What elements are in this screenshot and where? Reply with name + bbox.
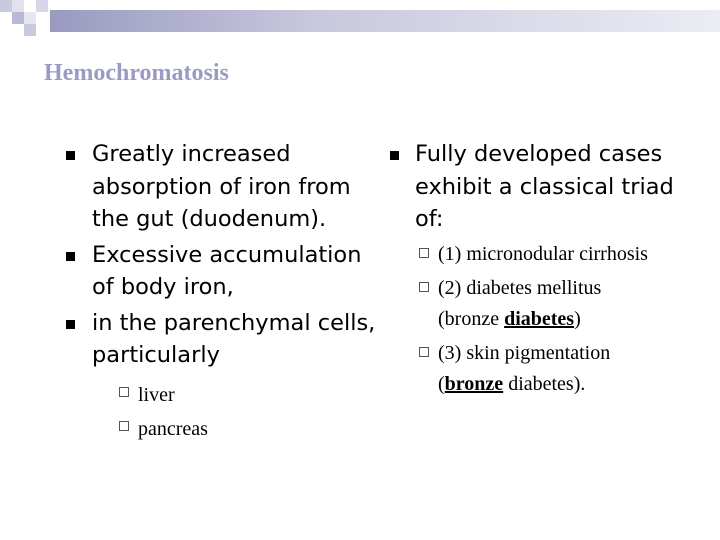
triad-text: (2) diabetes mellitus <box>438 276 602 299</box>
triad-sub-list <box>415 239 710 400</box>
bullet-text-line: Fully developed cases <box>415 141 663 167</box>
triad-text-continuation <box>438 369 710 400</box>
right-column <box>390 138 710 400</box>
list-item <box>415 239 710 270</box>
checkbox-bullet-icon <box>119 387 129 397</box>
checkbox-bullet-icon <box>119 421 129 431</box>
checkbox-bullet-icon <box>419 282 429 292</box>
square-bullet-icon <box>66 252 75 261</box>
decorative-square <box>0 12 12 24</box>
decorative-square <box>12 0 24 12</box>
bullet-text-line: Excessive accumulation <box>92 241 362 268</box>
decorative-square <box>24 0 36 12</box>
decorative-square <box>0 0 12 12</box>
bullet-text-line: Greatly increased <box>92 141 291 167</box>
list-item <box>415 338 710 400</box>
bullet-text-line: of body iron, <box>92 274 234 300</box>
triad-text: (3) skin pigmentation <box>438 341 611 364</box>
decorative-square <box>24 24 36 36</box>
decorative-square <box>36 12 48 24</box>
square-bullet-icon <box>66 320 75 329</box>
bullet-text-line: exhibit a classical triad <box>415 173 674 200</box>
sub-bullet-text: pancreas <box>138 417 208 440</box>
triad-bullet-list <box>390 138 710 236</box>
list-item <box>66 239 386 304</box>
checkbox-bullet-icon <box>419 347 429 357</box>
text-fragment: ) <box>574 307 581 330</box>
triad-text: (1) micronodular cirrhosis <box>438 242 648 265</box>
list-item <box>115 378 386 412</box>
decorative-gradient-bar <box>50 10 720 32</box>
checkbox-bullet-icon <box>419 248 429 258</box>
list-item <box>390 138 710 236</box>
list-item <box>66 307 386 446</box>
bullet-text-line: the gut (duodenum). <box>92 206 327 232</box>
list-item <box>115 412 386 446</box>
sub-bullet-text: liver <box>138 383 175 406</box>
text-fragment: (bronze <box>438 307 505 330</box>
emphasized-term: diabetes <box>504 307 575 330</box>
list-item <box>66 138 386 236</box>
bullet-text-line: absorption of iron from <box>92 173 351 200</box>
emphasized-term: bronze <box>444 372 504 395</box>
triad-text-continuation <box>438 304 710 335</box>
decorative-square <box>12 12 24 24</box>
decorative-square <box>24 12 36 24</box>
main-bullet-list <box>66 138 386 446</box>
decorative-square <box>36 0 48 12</box>
square-bullet-icon <box>390 151 399 160</box>
decorative-header-band <box>0 0 720 40</box>
list-item <box>415 273 710 335</box>
square-bullet-icon <box>66 151 75 160</box>
decorative-square <box>12 24 24 36</box>
text-fragment: diabetes). <box>503 372 586 395</box>
organ-sub-list <box>115 378 386 446</box>
bullet-text-line: particularly <box>92 342 220 368</box>
text-fragment: ( <box>438 372 445 395</box>
left-column <box>66 138 386 446</box>
bullet-text-line: of: <box>415 206 444 232</box>
slide-title: Hemochromatosis <box>44 60 229 86</box>
bullet-text-line: in the parenchymal cells, <box>92 309 376 336</box>
